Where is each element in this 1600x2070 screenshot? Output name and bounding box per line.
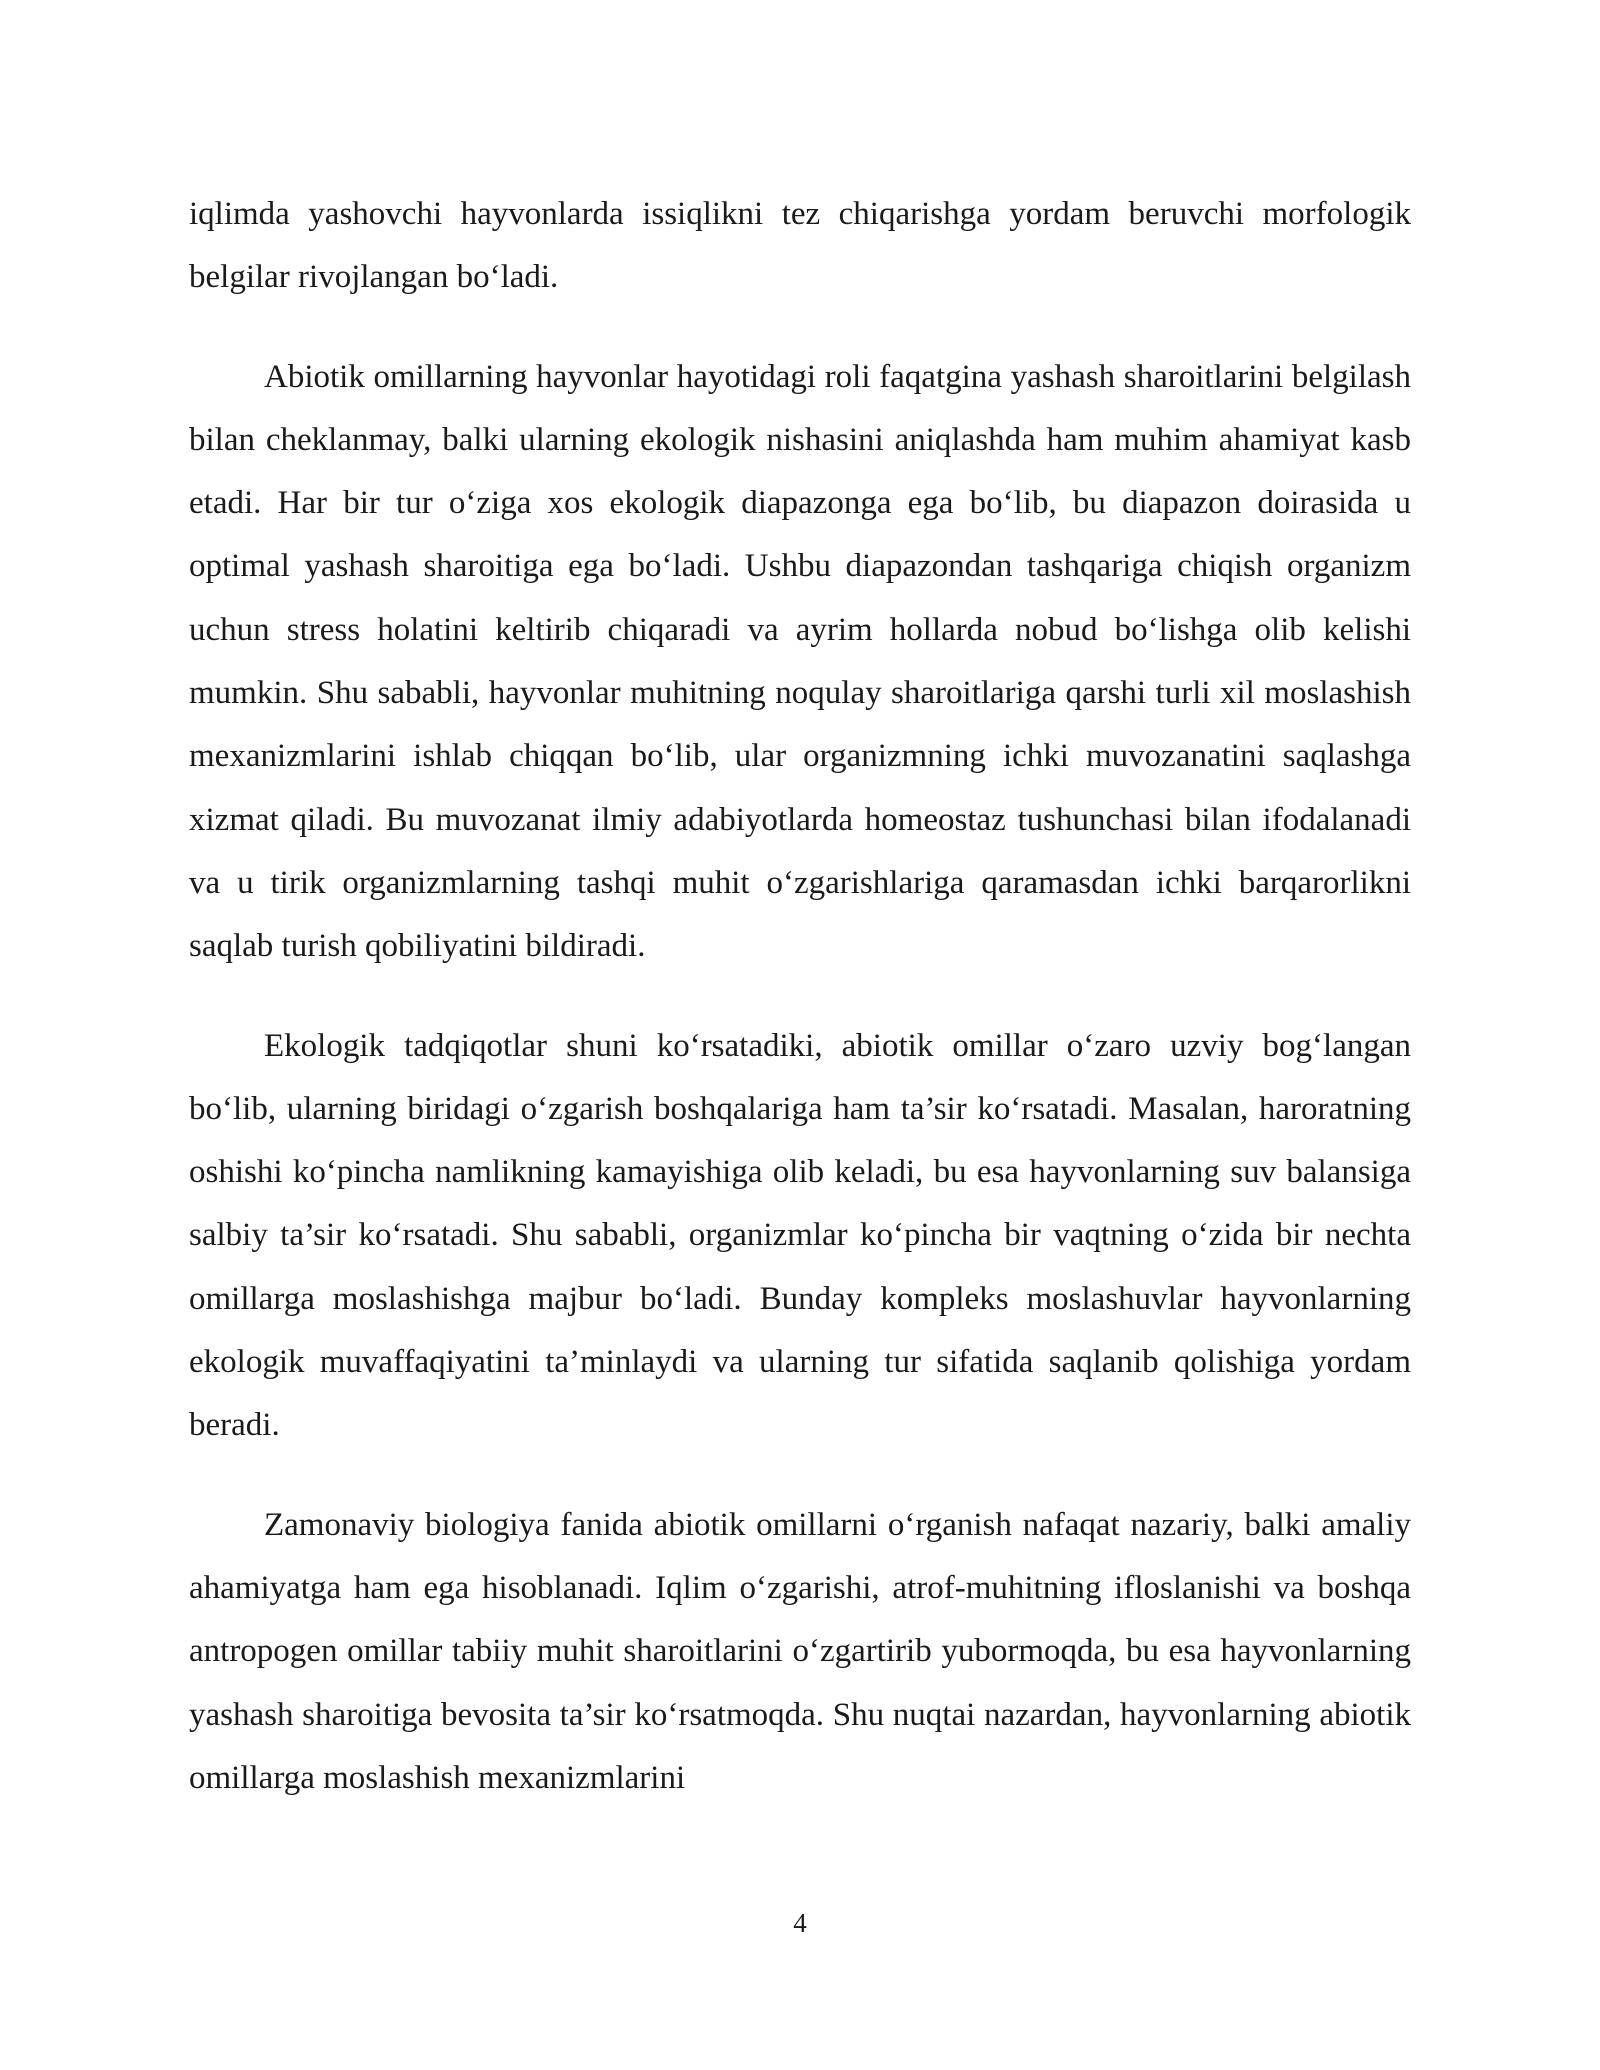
document-body <box>189 183 1411 1846</box>
paragraph-abiotic-role: Abiotik omillarning hayvonlar hayotidagi roli faqatgina yashash sharoitlarini belgilash bilan cheklanmay, balki ularning ekologik nishasini aniqlashda ham muhim ahamiyat kasb etadi. Har bir tur o‘ziga xos ekologik diapazonga ega bo‘lib, bu diapazon doirasida u optimal yashash sharoitiga ega bo‘ladi. Ushbu diapazondan tashqariga chiqish organizm uchun stress holatini keltirib chiqaradi va ayrim hollarda nobud bo‘lishga olib kelishi mumkin. Shu sababli, hayvonlar muhitning noqulay sharoitlariga qarshi turli xil moslashish mexanizmlarini ishlab chiqqan bo‘lib, ular organizmning ichki muvozanatini saqlashga xizmat qiladi. Bu muvozanat ilmiy adabiyotlarda homeostaz tushunchasi bilan ifodalanadi va u tirik organizmlarning tashqi muhit o‘zgarishlariga qaramasdan ichki barqarorlikni saqlab turish qobiliyatini bildiradi. <box>189 358 1411 965</box>
paragraph-modern-biology: Zamonaviy biologiya fanida abiotik omillarni o‘rganish nafaqat nazariy, balki amaliy ahamiyatga ham ega hisoblanadi. Iqlim o‘zgarishi, atrof-muhitning ifloslanishi va boshqa antropogen omillar tabiiy muhit sharoitlarini o‘zgartirib yubormoqda, bu esa hayvonlarning yashash sharoitiga bevosita ta’sir ko‘rsatmoqda. Shu nuqtai nazardan, hayvonlarning abiotik omillarga moslashish mexanizmlarini <box>189 1506 1411 1796</box>
paragraph-continuation: iqlimda yashovchi hayvonlarda issiqlikni tez chiqarishga yordam beruvchi morfologik belgilar rivojlangan bo‘ladi. <box>189 196 1411 296</box>
paragraph-ecological-research: Ekologik tadqiqotlar shuni ko‘rsatadiki, abiotik omillar o‘zaro uzviy bog‘langan bo‘lib, ularning biridagi o‘zgarish boshqalariga ham ta’sir ko‘rsatadi. Masalan, haroratning oshishi ko‘pincha namlikning kamayishiga olib keladi, bu esa hayvonlarning suv balansiga salbiy ta’sir ko‘rsatadi. Shu sababli, organizmlar ko‘pincha bir vaqtning o‘zida bir nechta omillarga moslashishga majbur bo‘ladi. Bunday kompleks moslashuvlar hayvonlarning ekologik muvaffaqiyatini ta’minlaydi va ularning tur sifatida saqlanib qolishiga yordam beradi. <box>189 1027 1411 1444</box>
page-number: 4 <box>793 1908 807 1938</box>
